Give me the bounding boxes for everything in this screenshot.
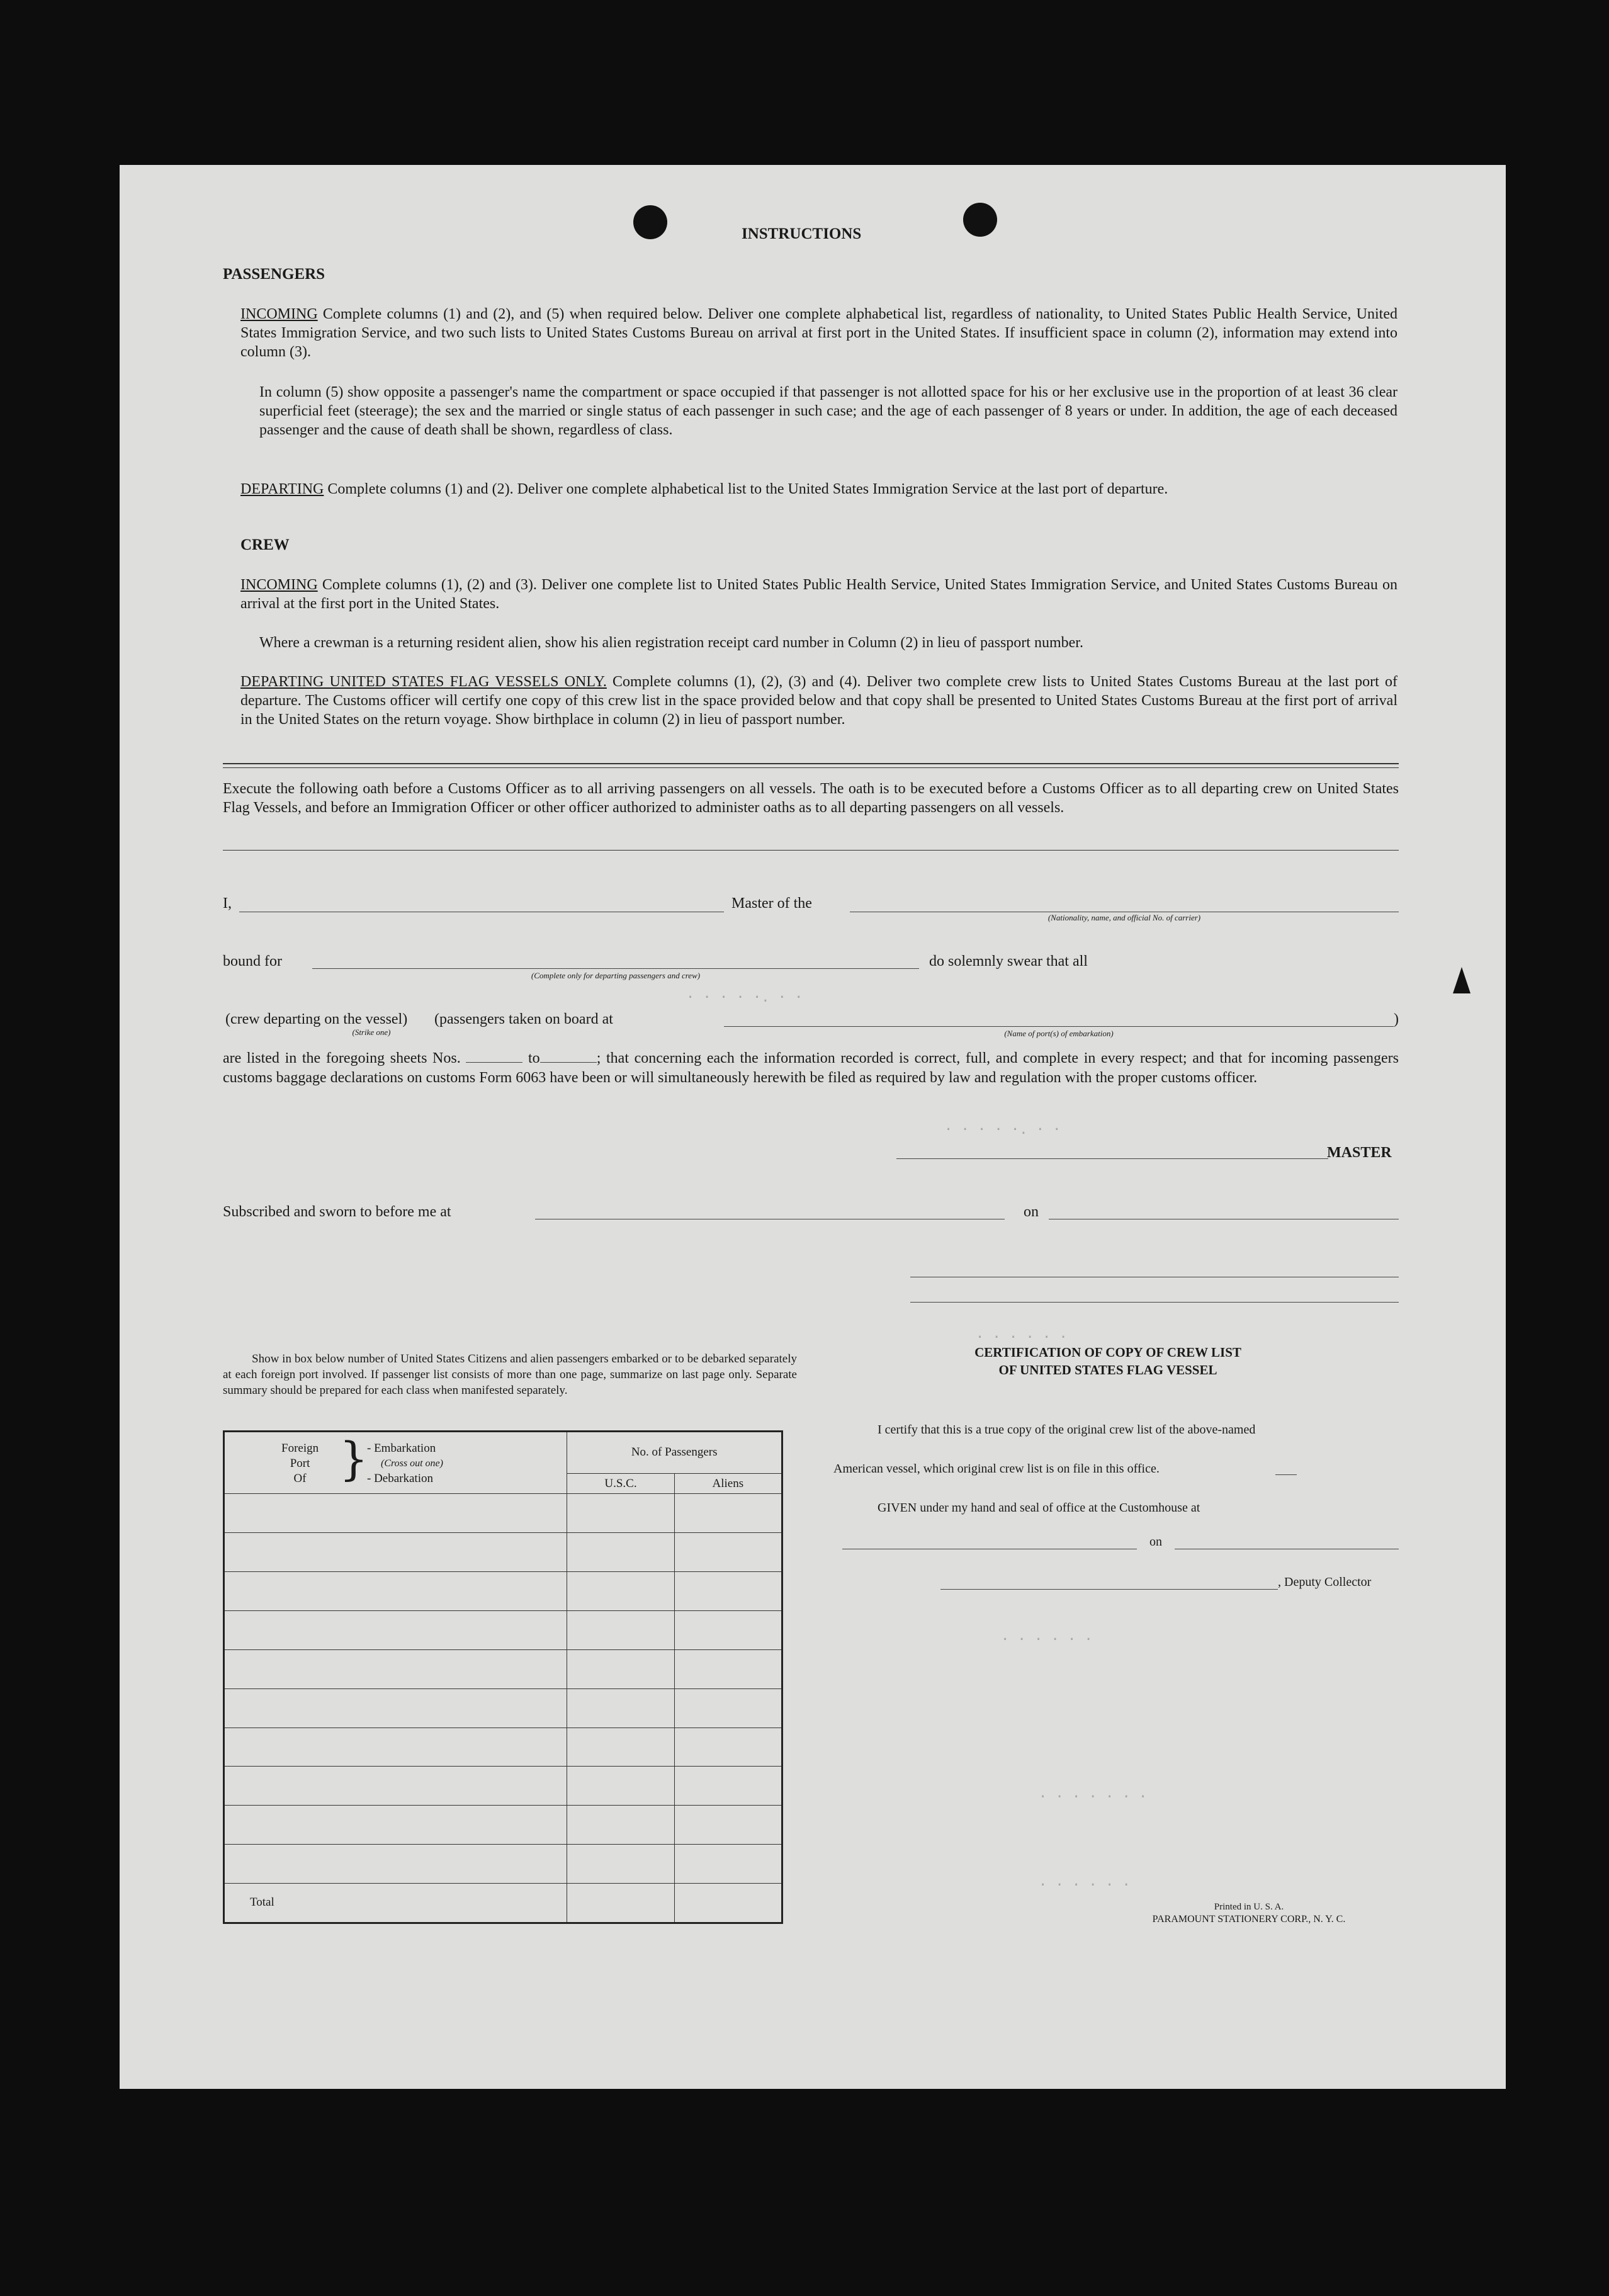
usc-cell[interactable] xyxy=(567,1533,674,1572)
section-divider xyxy=(223,763,1399,764)
section-divider xyxy=(223,767,1399,768)
table-row xyxy=(224,1688,782,1728)
total-label-cell xyxy=(224,1883,567,1923)
table-row xyxy=(224,1767,782,1806)
brace-icon: } xyxy=(339,1432,368,1485)
punch-hole-right xyxy=(963,203,997,237)
bound-for-line[interactable] xyxy=(312,968,919,969)
crew-incoming-label: INCOMING xyxy=(240,577,318,593)
port-cell[interactable] xyxy=(224,1845,567,1884)
passengers-taken-option: (passengers taken on board at xyxy=(434,1011,613,1027)
port-cell[interactable] xyxy=(224,1649,567,1688)
aliens-cell[interactable] xyxy=(674,1845,782,1884)
complete-only-caption: (Complete only for departing passengers and crew) xyxy=(531,971,701,980)
deputy-signature-line[interactable] xyxy=(940,1589,1278,1590)
total-row xyxy=(224,1883,782,1923)
certification-title xyxy=(894,1343,1322,1379)
strike-one-caption: (Strike one) xyxy=(352,1027,391,1037)
table-row xyxy=(224,1572,782,1611)
foreign-label: Foreign xyxy=(281,1442,319,1455)
aliens-header: Aliens xyxy=(674,1473,782,1493)
table-header-row xyxy=(224,1432,782,1474)
crew-departing-option: (crew departing on the vessel) xyxy=(225,1011,408,1027)
embarkation-label: - Embarkation xyxy=(367,1442,436,1455)
bleed-through-marks: · · · · · · · xyxy=(1039,1789,1148,1805)
crew-incoming-text: Complete columns (1), (2) and (3). Deliver one complete list to United States Public Health Service, United States Immigration Service, and United States Customs Bureau on arrival at the first port in the United States. xyxy=(240,577,1398,612)
page-title: INSTRUCTIONS xyxy=(742,225,862,242)
usc-cell[interactable] xyxy=(567,1767,674,1806)
listed-paragraph xyxy=(223,1049,1399,1088)
aliens-cell[interactable] xyxy=(674,1767,782,1806)
foreign-port-header xyxy=(224,1432,567,1494)
passengers-incoming-text: Complete columns (1) and (2), and (5) when required below. Deliver one complete alphabetical list, regardless of nationality, to United States Public Health Service, United States Immigration Service, and two such lists to United States Customs Bureau on arrival at first port in the United States. If insufficient space in column (2), information may extend into column (3). xyxy=(240,306,1397,360)
port-label: Port xyxy=(290,1457,310,1470)
sheet-from-line[interactable] xyxy=(466,1052,522,1063)
port-cell[interactable] xyxy=(224,1533,567,1572)
printer-line-1: Printed in U. S. A. xyxy=(1214,1902,1284,1912)
usc-cell[interactable] xyxy=(567,1845,674,1884)
deputy-collector-label: , Deputy Collector xyxy=(1278,1575,1372,1589)
bleed-through-marks: · · · · · · xyxy=(1001,1632,1093,1648)
edge-mark-icon xyxy=(1453,967,1471,993)
subscribed-on-label: on xyxy=(1024,1204,1039,1220)
usc-cell[interactable] xyxy=(567,1649,674,1688)
listed-to: to xyxy=(528,1050,540,1066)
summary-instruction xyxy=(223,1351,797,1398)
crew-departing-text: Complete columns (1), (2), (3) and (4). Deliver two complete crew lists to United States Customs Bureau at the last port of departure. The Customs officer will certify one copy of this crew list in the space provided below and that copy shall be presented to United States Customs Bureau at the first port of arrival in the United States on the return voyage. Show birthplace in column (2) in lieu of passport number. xyxy=(240,674,1397,728)
passengers-departing-label: DEPARTING xyxy=(240,481,324,497)
summary-instruction-text: Show in box below number of United States Citizens and alien passengers embarked or to be debarked separately at each foreign port involved. If passenger list consists of more than one page, summarize on last page only. Separate summary should be prepared for each class when manifested separately. xyxy=(223,1352,797,1397)
port-cell[interactable] xyxy=(224,1572,567,1611)
usc-total-cell[interactable] xyxy=(567,1883,674,1923)
usc-cell[interactable] xyxy=(567,1610,674,1649)
aliens-cell[interactable] xyxy=(674,1610,782,1649)
ports-line[interactable] xyxy=(724,1026,1394,1027)
passengers-column5-text: In column (5) show opposite a passenger's name the compartment or space occupied if that passenger is not allotted space for his or her exclusive use in the proportion of at least 36 clear superficial feet (steerage); the sex and the married or single status of each passenger in such case; and the age of each passenger of 8 years or under. In addition, the age of each deceased passenger and the cause of death shall be shown, regardless of class. xyxy=(259,384,1397,438)
do-solemnly-label: do solemnly swear that all xyxy=(929,953,1088,970)
port-cell[interactable] xyxy=(224,1688,567,1728)
crew-resident-paragraph xyxy=(259,633,1397,652)
bleed-through-marks: · · · · · · xyxy=(976,1330,1068,1345)
aliens-total-cell[interactable] xyxy=(674,1883,782,1923)
passengers-incoming-paragraph xyxy=(240,305,1397,361)
oath-i-label: I, xyxy=(223,895,232,912)
total-label: Total xyxy=(250,1896,274,1909)
usc-cell[interactable] xyxy=(567,1572,674,1611)
given-under-label: GIVEN under my hand and seal of office at the Customhouse at xyxy=(878,1501,1200,1515)
listed-text-1: are listed in the foregoing sheets Nos. xyxy=(223,1050,461,1066)
certification-on-label: on xyxy=(1149,1535,1162,1549)
passengers-departing-paragraph xyxy=(240,480,1397,499)
master-label: MASTER xyxy=(1327,1145,1392,1161)
usc-cell[interactable] xyxy=(567,1728,674,1767)
punch-hole-left xyxy=(633,205,667,239)
table-row xyxy=(224,1728,782,1767)
aliens-cell[interactable] xyxy=(674,1688,782,1728)
form-sheet xyxy=(120,165,1506,2089)
table-row xyxy=(224,1806,782,1845)
certify-line-1: I certify that this is a true copy of the original crew list of the above-named xyxy=(878,1423,1256,1437)
nationality-caption: (Nationality, name, and official No. of carrier) xyxy=(1047,913,1201,922)
cross-out-label: (Cross out one) xyxy=(381,1458,443,1469)
table-row xyxy=(224,1649,782,1688)
close-paren: ) xyxy=(1394,1011,1399,1027)
aliens-cell[interactable] xyxy=(674,1494,782,1533)
crew-incoming-paragraph xyxy=(240,575,1397,613)
subscribed-label: Subscribed and sworn to before me at xyxy=(223,1204,451,1220)
passengers-heading: PASSENGERS xyxy=(223,266,325,283)
oath-instructions xyxy=(223,779,1399,817)
bleed-through-marks: · · · · · · xyxy=(1039,1877,1131,1893)
passengers-incoming-label: INCOMING xyxy=(240,306,318,322)
port-cell[interactable] xyxy=(224,1728,567,1767)
passengers-departing-text: Complete columns (1) and (2). Deliver one complete alphabetical list to the United States Immigration Service at the last port of departure. xyxy=(327,481,1168,497)
usc-header: U.S.C. xyxy=(567,1473,674,1493)
table-row xyxy=(224,1494,782,1533)
oath-divider xyxy=(223,850,1399,851)
bound-for-label: bound for xyxy=(223,953,282,970)
bleed-through-marks: · · · · ·. · · xyxy=(944,1122,1061,1138)
aliens-cell[interactable] xyxy=(674,1806,782,1845)
crew-heading: CREW xyxy=(240,536,290,553)
certify-line-2: American vessel, which original crew list is on file in this office. xyxy=(833,1462,1160,1476)
table-row xyxy=(224,1610,782,1649)
crew-resident-text: Where a crewman is a returning resident alien, show his alien registration receipt card number in Column (2) in lieu of passport number. xyxy=(259,635,1083,651)
usc-cell[interactable] xyxy=(567,1688,674,1728)
aliens-cell[interactable] xyxy=(674,1649,782,1688)
table-row xyxy=(224,1845,782,1884)
sheet-to-line[interactable] xyxy=(540,1052,597,1063)
master-of-the-label: Master of the xyxy=(731,895,812,912)
printer-line-2: PARAMOUNT STATIONERY CORP., N. Y. C. xyxy=(1152,1914,1346,1925)
master-signature-line[interactable] xyxy=(896,1158,1328,1159)
port-cell[interactable] xyxy=(224,1494,567,1533)
aliens-cell[interactable] xyxy=(674,1572,782,1611)
listed-text-2: ; that concerning each the information recorded is correct, full, and complete in every respect; and that for incoming passengers customs baggage declarations on customs Form 6063 have been or will simultaneously herewith be filed as required by law and regulation with the proper customs officer. xyxy=(223,1050,1399,1086)
printer-imprint xyxy=(1117,1901,1381,1925)
certification-title-2: OF UNITED STATES FLAG VESSEL xyxy=(998,1362,1217,1377)
port-cell[interactable] xyxy=(224,1806,567,1845)
table-row xyxy=(224,1533,782,1572)
passengers-column5-paragraph xyxy=(259,383,1397,439)
officer-title-line[interactable] xyxy=(910,1302,1399,1303)
crew-departing-label: DEPARTING UNITED STATES FLAG VESSELS ONLY. xyxy=(240,674,607,690)
passenger-summary-table xyxy=(223,1430,783,1924)
port-cell[interactable] xyxy=(224,1610,567,1649)
crew-departing-paragraph xyxy=(240,672,1397,729)
no-of-passengers-header: No. of Passengers xyxy=(567,1432,782,1474)
oath-instructions-text: Execute the following oath before a Customs Officer as to all arriving passengers on all vessels. The oath is to be executed before a Customs Officer as to all departing crew on United States Flag Vessels, and before an Immigration Officer or other officer authorized to administer oaths as to all departing passengers on all vessels. xyxy=(223,781,1399,816)
usc-cell[interactable] xyxy=(567,1494,674,1533)
aliens-cell[interactable] xyxy=(674,1728,782,1767)
port-cell[interactable] xyxy=(224,1767,567,1806)
ports-caption: (Name of port(s) of embarkation) xyxy=(1004,1029,1114,1038)
bleed-through-marks: · · · · ·. · · xyxy=(686,990,803,1005)
debarkation-label: - Debarkation xyxy=(367,1472,433,1485)
certify-continuation-line[interactable] xyxy=(1275,1474,1297,1475)
certification-title-1: CERTIFICATION OF COPY OF CREW LIST xyxy=(974,1345,1241,1360)
of-label: Of xyxy=(293,1472,307,1485)
usc-cell[interactable] xyxy=(567,1806,674,1845)
aliens-cell[interactable] xyxy=(674,1533,782,1572)
